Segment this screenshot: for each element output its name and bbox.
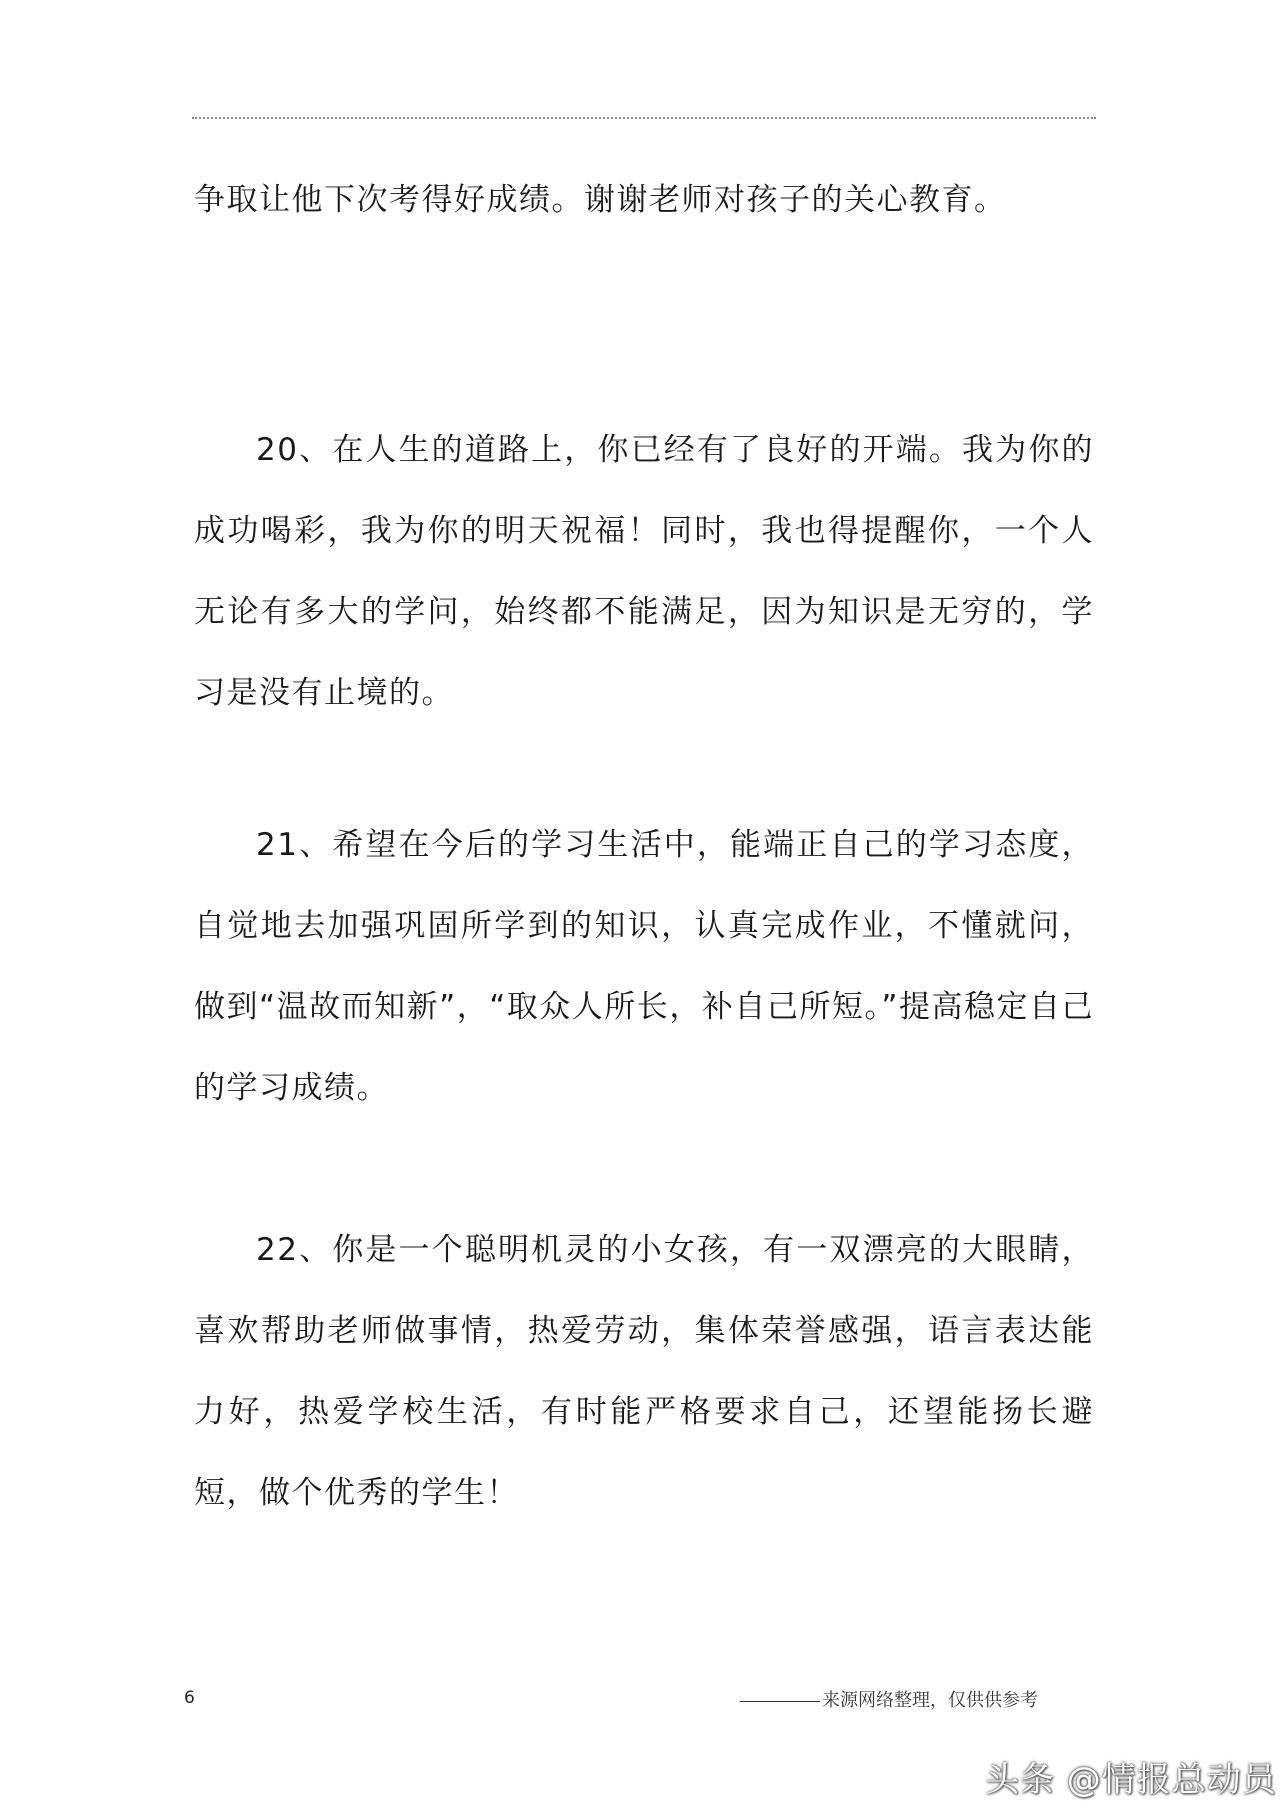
page-number: 6 bbox=[184, 1688, 195, 1708]
paragraph-item-20: 20、在人生的道路上，你已经有了良好的开端。我为你的成功喝彩，我为你的明天祝福！同时，我也得提醒你，一个人无论有多大的学问，始终都不能满足，因为知识是无穷的，学习是没有止境的。 bbox=[194, 432, 1094, 711]
header-dotted-rule bbox=[192, 117, 1096, 119]
footer-source-note bbox=[740, 1686, 1038, 1712]
watermark-text: 头条 @情报总动员 bbox=[985, 1760, 1277, 1800]
paragraph-item-21: 21、希望在今后的学习生活中，能端正自己的学习态度，自觉地去加强巩固所学到的知识，认真完成作业，不懂就问，做到“温故而知新”，“取众人所长，补自己所短。”提高稳定自己的学习成绩。 bbox=[194, 827, 1094, 1106]
footer-dash-line bbox=[740, 1701, 820, 1702]
paragraph-item-22: 22、你是一个聪明机灵的小女孩，有一双漂亮的大眼睛，喜欢帮助老师做事情，热爱劳动，集体荣誉感强，语言表达能力好，热爱学校生活，有时能严格要求自己，还望能扬长避短，做个优秀的学生！ bbox=[194, 1232, 1094, 1511]
paragraph-continuation: 争取让他下次考得好成绩。谢谢老师对孩子的关心教育。 bbox=[194, 182, 1007, 218]
footer-note-text: 来源网络整理，仅供供参考 bbox=[822, 1690, 1038, 1711]
